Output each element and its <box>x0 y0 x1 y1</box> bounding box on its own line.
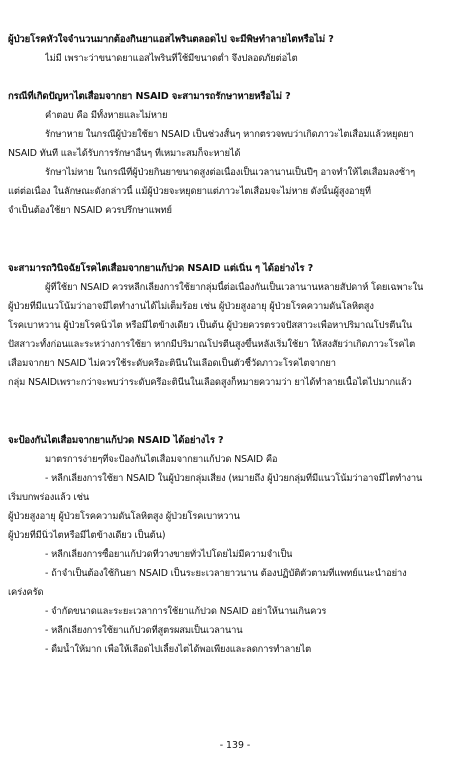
list-item: - หลีกเลี่ยงการซื้อยาแก้ปวดที่วางขายทั่วไปโดยไม่มีความจำเป็น <box>45 549 293 560</box>
paragraph-line: เสื่อมจากยา NSAID ไม่ควรใช้ระดับครีอะตินีนในเลือดเป็นตัวชี้วัดภาวะโรคไตจากยา <box>8 358 336 369</box>
paragraph-line: เริ่มบกพร่องแล้ว เช่น <box>8 492 90 503</box>
paragraph-line: คำตอบ คือ มีทั้งหายและไม่หาย <box>45 110 168 121</box>
section-heading-treatment: กรณีที่เกิดปัญหาไตเสื่อมจากยา NSAID จะสามารถรักษาหายหรือไม่ ? <box>8 91 291 102</box>
paragraph-line: มาตรการง่ายๆที่จะป้องกันไตเสื่อมจากยาแก้ปวด NSAID คือ <box>45 454 278 465</box>
paragraph-line: รักษาไม่หาย ในกรณีที่ผู้ป่วยกินยาขนาดสูงต่อเนื่องเป็นเวลานานเป็นปีๆ อาจทำให้ไตเสื่อมลงช้าๆ <box>45 167 416 178</box>
paragraph-line: NSAID ทันที และได้รับการรักษาอื่นๆ ที่เหมาะสมก็จะหายได้ <box>8 148 241 159</box>
section-heading-prevention: จะป้องกันไตเสื่อมจากยาแก้ปวด NSAID ได้อย่างไร ? <box>8 435 224 446</box>
paragraph-line: แต่ต่อเนื่อง ในลักษณะดังกล่าวนี้ แม้ผู้ป่วยจะหยุดยาแต่ภาวะไตเสื่อมจะไม่หาย ดังนั้นผู้สูงอายุที่ <box>8 186 371 197</box>
paragraph-line: ผู้ป่วยสูงอายุ ผู้ป่วยโรคความดันโลหิตสูง ผู้ป่วยโรคเบาหวาน <box>8 511 240 522</box>
paragraph-line: ไม่มี เพราะว่าขนาดยาแอสไพรินที่ใช้มีขนาดต่ำ จึงปลอดภัยต่อไต <box>45 53 298 64</box>
paragraph-line: ปัสสาวะทั้งก่อนและระหว่างการใช้ยา หากมีปริมาณโปรตีนสูงขึ้นหลังเริ่มใช้ยา ให้สงสัยว่าเกิดภาวะโรคไต <box>8 339 416 350</box>
list-item: - ถ้าจำเป็นต้องใช้กินยา NSAID เป็นระยะเวลายาวนาน ต้องปฏิบัติตัวตามที่แพทย์แนะนำอย่าง <box>45 568 407 579</box>
list-item: - จำกัดขนาดและระยะเวลาการใช้ยาแก้ปวด NSAID อย่าให้นานเกินควร <box>45 606 327 617</box>
paragraph-line: ผู้ป่วยที่มีนิ่วไตหรือมีไตข้างเดียว เป็นต้น) <box>8 530 166 541</box>
list-item: - หลีกเลี่ยงการใช้ยาแก้ปวดที่สูตรผสมเป็นเวลานาน <box>45 625 243 636</box>
list-item: - หลีกเลี่ยงการใช้ยา NSAID ในผู้ป่วยกลุ่มเสี่ยง (หมายถึง ผู้ป่วยกลุ่มที่มีแนวโน้มว่าอาจมีไตทำงาน <box>45 473 423 484</box>
section-heading-aspirin: ผู้ป่วยโรคหัวใจจำนวนมากต้องกินยาแอสไพรินตลอดไป จะมีพิษทำลายไตหรือไม่ ? <box>8 34 334 45</box>
list-item: - ดื่มน้ำให้มาก เพื่อให้เลือดไปเลี้ยงไตได้พอเพียงและลดการทำลายไต <box>45 644 312 655</box>
paragraph-line: จำเป็นต้องใช้ยา NSAID ควรปรึกษาแพทย์ <box>8 205 172 216</box>
paragraph-line: ผู้ป่วยที่มีแนวโน้มว่าอาจมีไตทำงานได้ไม่เต็มร้อย เช่น ผู้ป่วยสูงอายุ ผู้ป่วยโรคความดันโลหิตสูง <box>8 301 374 312</box>
paragraph-line: กลุ่ม NSAIDเพราะกว่าจะพบว่าระดับครีอะตินีนในเลือดสูงก็หมายความว่า ยาได้ทำลายเนื้อไตไปมากแล้ว <box>8 377 412 388</box>
paragraph-line: เคร่งครัด <box>8 587 44 598</box>
paragraph-line: ผู้ที่ใช้ยา NSAID ควรหลีกเลี่ยงการใช้ยากลุ่มนี้ต่อเนื่องกันเป็นเวลานานหลายสัปดาห์ โดยเฉพาะใน <box>45 282 424 293</box>
paragraph-line: รักษาหาย ในกรณีผู้ป่วยใช้ยา NSAID เป็นช่วงสั้นๆ หากตรวจพบว่าเกิดภาวะไตเสื่อมแล้วหยุดยา <box>45 129 414 140</box>
paragraph-line: โรคเบาหวาน ผู้ป่วยโรคนิ่วไต หรือมีไตข้างเดียว เป็นต้น ผู้ป่วยควรตรวจปัสสาวะเพื่อหาปริมาณโปรตีนใน <box>8 320 413 331</box>
section-heading-diagnosis: จะสามารถวินิจฉัยโรคไตเสื่อมจากยาแก้ปวด NSAID แต่เนิ่น ๆ ได้อย่างไร ? <box>8 263 313 274</box>
page-number: - 139 - <box>219 740 251 751</box>
